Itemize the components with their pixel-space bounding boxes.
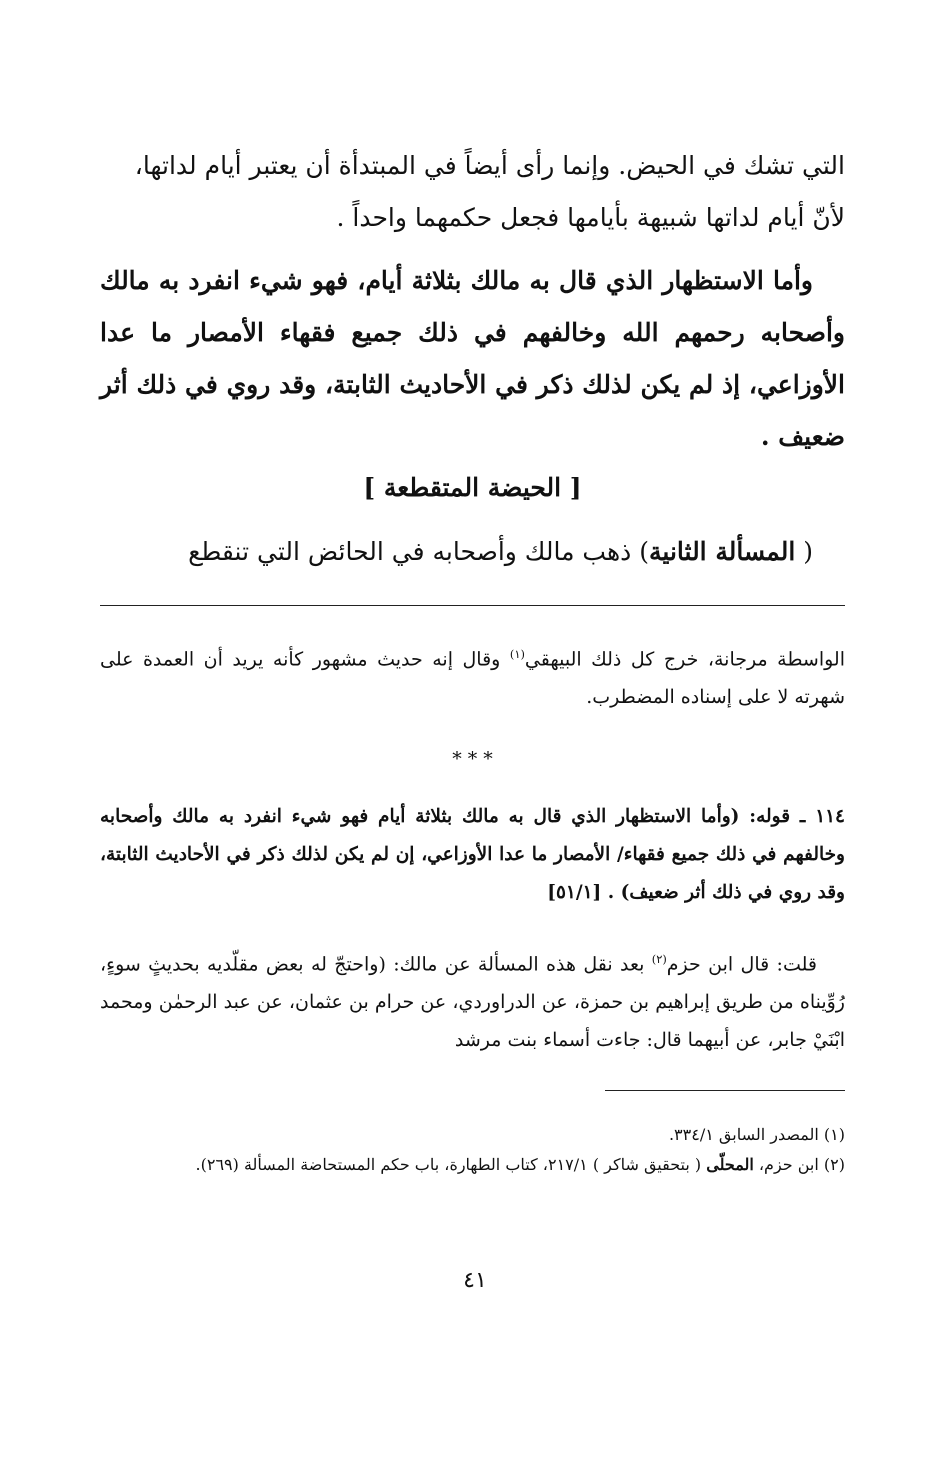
page-number: ٤١ bbox=[463, 1268, 487, 1293]
commentary-text: قلت: قال ابن حزم bbox=[666, 953, 817, 976]
separator-stars: * * * bbox=[452, 748, 493, 770]
main-paragraph-second-issue bbox=[100, 526, 845, 578]
commentary-continuation bbox=[100, 635, 845, 716]
section-heading-block bbox=[100, 462, 845, 514]
footnote-2 bbox=[100, 1150, 845, 1180]
book-title: المحلّى bbox=[706, 1155, 754, 1174]
paragraph bbox=[100, 526, 845, 578]
paragraph-line: التي تشك في الحيض. وإنما رأى أيضاً في المبتدأة أن يعتبر أيام لداتها، bbox=[134, 151, 845, 180]
footnote-1: (١) المصدر السابق ٣٣٤/١. bbox=[668, 1125, 845, 1144]
separator-stars-block bbox=[100, 740, 845, 778]
footnote-text: (٢) ابن حزم، bbox=[753, 1155, 845, 1174]
paragraph: وأما الاستظهار الذي قال به مالك بثلاثة أيام، فهو شيء انفرد به مالك وأصحابه رحمهم الله وخالفهم في ذلك جميع فقهاء الأمصار ما عدا الأوزاعي، إذ لم يكن لذلك ذكر في الأحاديث الثابتة، وقد روي في ذلك أثر ضعيف . bbox=[100, 266, 845, 451]
footnote-rule bbox=[605, 1090, 845, 1091]
main-text-top bbox=[100, 140, 845, 244]
paragraph: ١١٤ ـ قوله: (وأما الاستظهار الذي قال به مالك بثلاثة أيام فهو شيء انفرد به مالك وأصحابه وخالفهم في ذلك جميع فقهاء/ الأمصار ما عدا الأوزاعي، إن لم يكن لذلك ذكر في الأحاديث الثابتة، وقد روي في ذلك أثر ضعيف) . [٥١/١] bbox=[100, 806, 845, 903]
paragraph-rest: ) ذهب مالك وأصحابه في الحائض التي تنقطع bbox=[188, 537, 649, 566]
paren: ( bbox=[795, 537, 813, 566]
section-heading: [ الحيضة المتقطعة ] bbox=[363, 473, 582, 502]
footnotes bbox=[100, 1120, 845, 1180]
commentary-text: الواسطة مرجانة، خرج كل ذلك البيهقي bbox=[524, 648, 845, 671]
paragraph bbox=[100, 635, 845, 716]
paragraph-line: لأنّ أيام لداتها شبيهة بأيامها فجعل حكمهما واحداً . bbox=[336, 203, 845, 232]
main-paragraph-istizhar bbox=[100, 255, 845, 463]
paragraph bbox=[100, 940, 845, 1059]
commentary-text: بعد نقل هذه المسألة عن مالك: (واحتجّ له بعض مقلّديه بحديثٍ سوءٍ، رُوِّيناه من طريق إبراهيم بن حمزة، عن الدراوردي، عن حرام بن عثمان، عن عبد الرحمٰن ومحمد ابْنَيْ جابر، عن أبيهما قال: جاءت أسماء بنت مرشد bbox=[100, 953, 845, 1052]
footnote-text: ( بتحقيق شاكر ) ٢١٧/١، كتاب الطهارة، باب حكم المستحاضة المسألة (٢٦٩). bbox=[195, 1155, 707, 1174]
footnote-ref: (٢) bbox=[651, 952, 667, 966]
divider-rule bbox=[100, 605, 845, 606]
footnote-ref: (١) bbox=[509, 647, 525, 661]
issue-title: المسألة الثانية bbox=[649, 537, 796, 566]
commentary-ibn-hazm bbox=[100, 940, 845, 1059]
commentary-text: وقال إنه حديث مشهور كأنه يريد أن العمدة على شهرته لا على إسناده المضطرب. bbox=[100, 648, 845, 709]
commentary-quote-114 bbox=[100, 798, 845, 912]
